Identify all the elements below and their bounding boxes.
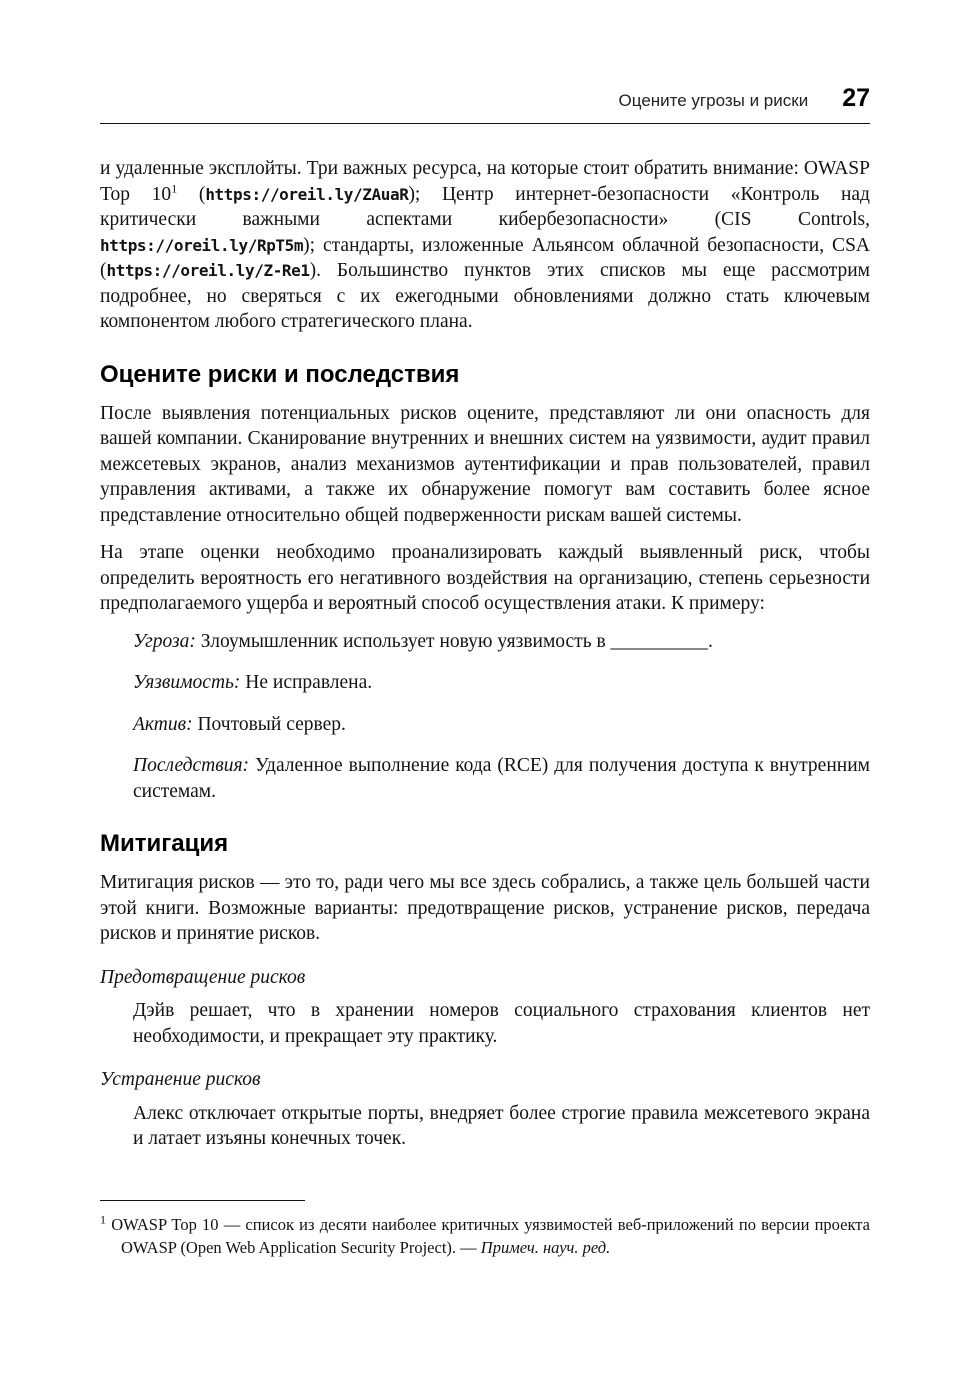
example-consequences-text: Удаленное выполнение кода (RCE) для получения доступа к внутренним системам. (133, 755, 870, 802)
header-rule (100, 123, 870, 124)
risk-remediation-paragraph: Алекс отключает открытые порты, внедряет более строгие правила межсетевого экрана и латает изъяны конечных точек. (133, 1102, 870, 1149)
footnote: $^1$ OWASP Top 10 — список из десяти наиболее критичных уязвимостей веб-приложений по версии проекта OWASP (Open Web Application Security Project). — Примеч. науч. ред. (100, 1212, 870, 1257)
example-asset-label: Актив: (133, 713, 193, 735)
page-body (100, 156, 870, 1152)
risk-avoidance-paragraph: Дэйв решает, что в хранении номеров социального страхования клиентов нет необходимости, и прекращает эту практику. (133, 1000, 870, 1047)
assess-paragraph-2: На этапе оценки необходимо проанализировать каждый выявленный риск, чтобы определить вероятность его негативного воздействия на организацию, степень серьезности предполагаемого ущерба и вероятный способ осуществления атаки. К примеру: (100, 542, 870, 614)
footnote-rule (100, 1200, 305, 1201)
example-threat-label: Угроза: (133, 630, 196, 652)
intro-paragraph: и удаленные эксплойты. Три важных ресурса, на которые стоит обратить внимание: OWASP Top $10^1$ (https://oreil.ly/ZAuaR); Центр интернет-безопасности «Контроль над критически важными аспектами кибербезопасности» (CIS Controls, https://oreil.ly/RpT5m); стандарты, изложенные Альянсом облачной безопасности, CSA (https://oreil.ly/Z-Re1). Большинство пунктов этих списков мы еще рассмотрим подробнее, но сверяться с их ежегодными обновлениями должно стать ключевым компонентом любого стратегического плана. (100, 158, 870, 332)
example-vulnerability-label: Уязвимость: (133, 672, 241, 693)
example-vulnerability (133, 670, 870, 696)
example-asset-text: Почтовый сервер. (192, 713, 346, 735)
mitigation-paragraph: Митигация рисков — это то, ради чего мы все здесь собрались, а также цель большей части этой книги. Возможные варианты: предотвращение рисков, устранение рисков, передача рисков и принятие рисков. (100, 872, 870, 944)
running-title: Оцените угрозы и риски (618, 91, 809, 110)
example-threat-text: Злоумышленник использует новую уязвимость в __________. (195, 630, 713, 652)
example-vulnerability-text: Не исправлена. (240, 672, 373, 693)
page-header (100, 84, 870, 123)
example-asset (133, 712, 870, 738)
assess-paragraph-1: После выявления потенциальных рисков оцените, представляют ли они опасность для вашей компании. Сканирование внутренних и внешних систем на уязвимости, аудит правил межсетевых экранов, анализ механизмов аутентификации и прав пользователей, правил управления активами, а также их обнаружение помогут вам составить более ясное представление относительно общей подверженности рискам вашей системы. (100, 402, 870, 526)
example-consequences-label: Последствия: (133, 755, 250, 776)
footnote-area (100, 1200, 870, 1259)
example-list (100, 629, 870, 805)
section-heading-mitigation: Митигация (100, 830, 229, 857)
subheading-risk-avoidance: Предотвращение рисков (100, 966, 306, 988)
example-threat (133, 629, 870, 655)
page-number: 27 (842, 84, 870, 112)
section-heading-assess-risks: Оцените риски и последствия (100, 360, 460, 388)
example-consequences (133, 753, 870, 804)
subheading-risk-remediation: Устранение рисков (100, 1069, 261, 1090)
